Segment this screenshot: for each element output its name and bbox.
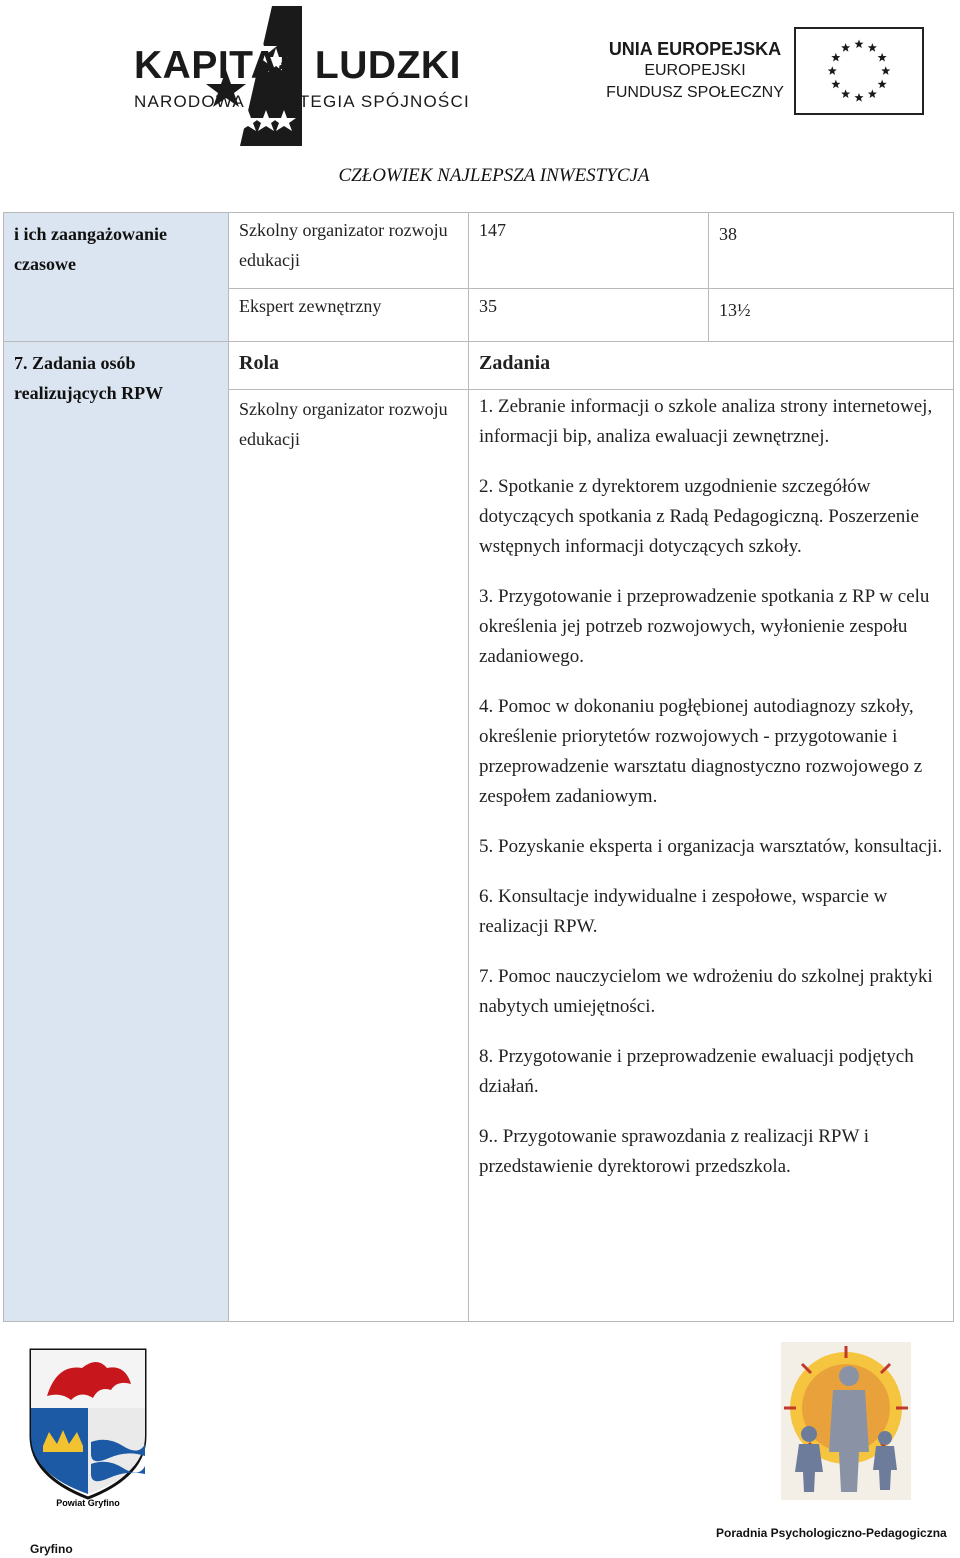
task-item: 9.. Przygotowanie sprawozdania z realizacji RPW i przedstawienie dyrektorowi przedszkola.	[479, 1126, 870, 1177]
role-cell: Szkolny organizator rozwoju edukacji	[229, 390, 469, 1322]
role-cell: Szkolny organizator rozwoju edukacji	[229, 213, 469, 289]
task-item: 8. Przygotowanie i przeprowadzenie ewaluacji podjętych działań.	[479, 1046, 914, 1097]
role-header-text: Rola	[239, 352, 279, 374]
task-item: 4. Pomoc w dokonaniu pogłębionej autodiagnozy szkoły, określenie priorytetów rozwojowych - przygotowanie i przeprowadzenie warsztatu diagnostyczno rozwojowego z zespołem zadaniowym.	[479, 696, 923, 807]
eu-star-icon	[841, 89, 850, 98]
eu-line-1: UNIA EUROPEJSKA	[608, 39, 782, 59]
eu-star-icon	[878, 80, 887, 89]
powiat-emblem-caption: Powiat Gryfino	[56, 1498, 120, 1508]
eu-star-icon	[841, 43, 850, 52]
eu-star-icon	[831, 80, 840, 89]
eu-line-2: EUROPEJSKI	[644, 62, 746, 79]
logo-subtitle: NARODOWA STRATEGIA SPÓJNOŚCI	[134, 92, 470, 111]
eu-star-icon	[868, 89, 877, 98]
tasks-cell	[469, 390, 954, 1322]
motto: CZŁOWIEK NAJLEPSZA INWESTYCJA	[338, 165, 650, 186]
footer-left-text: Gryfino	[30, 1542, 73, 1556]
hours-cell: 38	[709, 213, 954, 289]
eu-line-3: FUNDUSZ SPOŁECZNY	[606, 84, 784, 101]
hours-cell: 35	[469, 289, 709, 342]
eu-star-icon	[881, 66, 890, 75]
footer-right-text: Poradnia Psychologiczno-Pedagogiczna	[716, 1526, 947, 1540]
task-item: 7. Pomoc nauczycielom we wdrożeniu do szkolnej praktyki nabytych umiejętności.	[479, 966, 933, 1017]
task-item: 3. Przygotowanie i przeprowadzenie spotkania z RP w celu określenia jej potrzeb rozwojowych, wyłonienie zespołu zadaniowego.	[479, 586, 930, 667]
role-cell: Ekspert zewnętrzny	[229, 289, 469, 342]
eu-fund-label	[600, 38, 790, 104]
poradnia-family-logo-icon	[781, 1342, 911, 1500]
eu-star-icon	[831, 53, 840, 62]
eu-star-icon	[878, 53, 887, 62]
eu-star-icon	[868, 43, 877, 52]
section-6-label: i ich zaangażowanie czasowe	[4, 213, 229, 342]
eu-flag-icon	[794, 27, 924, 115]
hours-cell: 147	[469, 213, 709, 289]
task-item: 5. Pozyskanie eksperta i organizacja warsztatów, konsultacji.	[479, 836, 943, 857]
task-item: 1. Zebranie informacji o szkole analiza strony internetowej, informacji bip, analiza ewaluacji zewnętrznej.	[479, 396, 933, 447]
hours-cell: 13½	[709, 289, 954, 342]
eu-star-icon	[854, 93, 863, 102]
powiat-gryfino-emblem-icon	[27, 1346, 149, 1502]
eu-star-icon	[854, 40, 863, 49]
eu-star-icon	[828, 66, 837, 75]
document-table	[3, 212, 954, 1322]
section-7-label: 7. Zadania osób realizujących RPW	[4, 342, 229, 1322]
task-item: 6. Konsultacje indywidualne i zespołowe, wsparcie w realizacji RPW.	[479, 886, 888, 937]
tasks-column-header	[469, 342, 954, 390]
task-item: 2. Spotkanie z dyrektorem uzgodnienie szczegółów dotyczących spotkania z Radą Pedagogiczną. Poszerzenie wstępnych informacji dotyczących szkoły.	[479, 476, 919, 557]
role-column-header	[229, 342, 469, 390]
tasks-header-text: Zadania	[479, 352, 551, 374]
logo-title: KAPITAŁ LUDZKI	[134, 44, 461, 87]
